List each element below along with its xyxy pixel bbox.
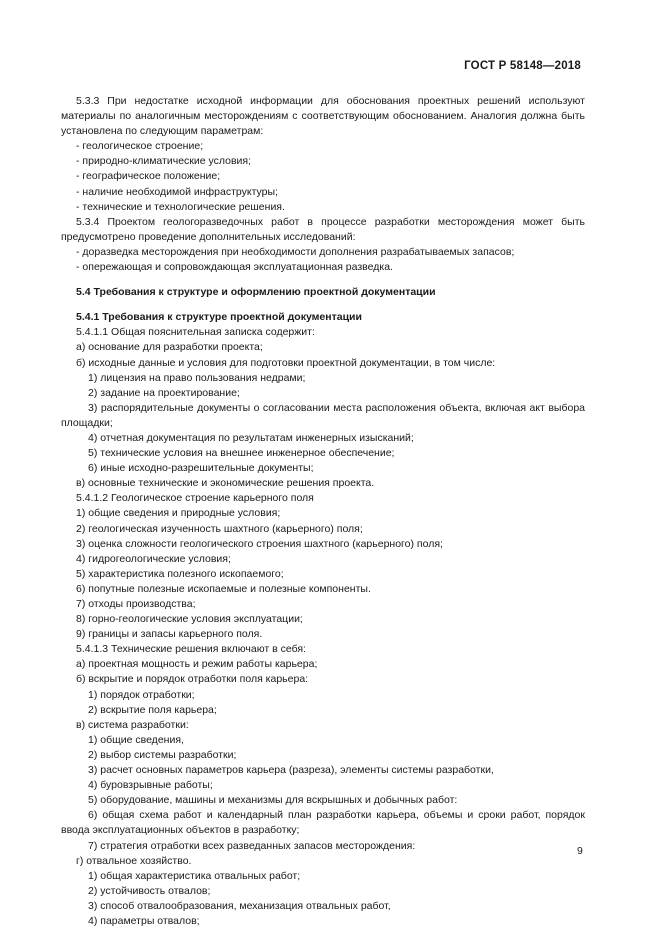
text-line: 2) задание на проектирование;: [88, 386, 240, 399]
text-line: б) вскрытие и порядок отработки поля карьера:: [76, 673, 309, 686]
text-line: 6) попутные полезные ископаемые и полезные компоненты.: [76, 582, 371, 595]
text-line: 4) параметры отвалов;: [88, 914, 200, 927]
text-line: а) основание для разработки проекта;: [76, 341, 263, 354]
text-line: 3) оценка сложности геологического строения шахтного (карьерного) поля;: [76, 537, 443, 550]
text-line: 3) способ отвалообразования, механизация отвальных работ,: [88, 899, 391, 912]
text-line: 2) геологическая изученность шахтного (карьерного) поля;: [76, 522, 363, 535]
text-line: 2) вскрытие поля карьера;: [88, 703, 217, 716]
text-line: 3) распорядительные документы о согласовании места расположения объекта, включая акт выбора площадки;: [61, 401, 585, 429]
text-line: 4) гидрогеологические условия;: [76, 552, 231, 565]
text-line: а) проектная мощность и режим работы карьера;: [76, 658, 318, 671]
text-line: 2) выбор системы разработки;: [88, 748, 237, 761]
document-header: ГОСТ Р 58148—2018: [464, 60, 581, 72]
text-line: 1) общая характеристика отвальных работ;: [88, 869, 301, 882]
text-line: - технические и технологические решения.: [76, 200, 285, 213]
text-line: 5.4.1.2 Геологическое строение карьерного поля: [76, 492, 314, 505]
text-line: 9) границы и запасы карьерного поля.: [76, 628, 263, 641]
text-line: 5.4.1.1 Общая пояснительная записка содержит:: [76, 326, 315, 339]
text-line: - наличие необходимой инфраструктуры;: [76, 185, 278, 198]
text-line: 6) иные исходно-разрешительные документы;: [88, 462, 314, 475]
text-line: в) основные технические и экономические решения проекта.: [76, 477, 375, 490]
text-line: 5) характеристика полезного ископаемого;: [76, 567, 284, 580]
text-line: 1) порядок отработки;: [88, 688, 195, 701]
text-line: - географическое положение;: [76, 170, 221, 183]
text-line: 5.4 Требования к структуре и оформлению проектной документации: [76, 286, 436, 299]
spacer: [61, 275, 585, 285]
text-line: 4) отчетная документация по результатам инженерных изысканий;: [88, 431, 414, 444]
text-line: г) отвальное хозяйство.: [76, 854, 192, 867]
text-line: 6) общая схема работ и календарный план разработки карьера, объемы и сроки работ, порядок ввода эксплуатационных объектов в разработку;: [61, 809, 585, 837]
text-line: 5) оборудование, машины и механизмы для вскрышных и добычных работ:: [88, 794, 458, 807]
text-line: 7) стратегия отработки всех разведанных запасов месторождения:: [88, 839, 416, 852]
text-line: б) исходные данные и условия для подготовки проектной документации, в том числе:: [76, 356, 496, 369]
text-line: в) система разработки:: [76, 718, 189, 731]
text-line: 8) горно-геологические условия эксплуатации;: [76, 613, 303, 626]
document-body: [61, 94, 585, 929]
text-line: 4) буровзрывные работы;: [88, 779, 213, 792]
text-line: 3) расчет основных параметров карьера (разреза), элементы системы разработки,: [88, 764, 494, 777]
text-line: 1) лицензия на право пользования недрами;: [88, 371, 306, 384]
text-line: 5.3.4 Проектом геологоразведочных работ в процессе разработки месторождения может быть предусмотрено проведение дополнительных исследований:: [61, 215, 585, 243]
text-line: - доразведка месторождения при необходимости дополнения разрабатываемых запасов;: [76, 245, 515, 258]
text-line: 5.4.1 Требования к структуре проектной документации: [76, 311, 362, 324]
text-line: 2) устойчивость отвалов;: [88, 884, 211, 897]
page-number: 9: [577, 845, 583, 857]
text-line: 7) отходы производства;: [76, 598, 196, 610]
text-line: 5.4.1.3 Технические решения включают в себя:: [76, 643, 306, 656]
text-line: - геологическое строение;: [76, 140, 204, 153]
text-line: 1) общие сведения и природные условия;: [76, 507, 281, 520]
text-line: 5.3.3 При недостатке исходной информации для обоснования проектных решений используют материалы по аналогичным месторождениям с соответствующим обоснованием. Аналогия должна быть установлена по следующим параметрам:: [61, 95, 585, 138]
text-line: - опережающая и сопровождающая эксплуатационная разведка.: [76, 261, 393, 274]
text-line: 1) общие сведения,: [88, 733, 184, 746]
text-line: 5) технические условия на внешнее инженерное обеспечение;: [88, 447, 395, 460]
text-line: - природно-климатические условия;: [76, 155, 252, 168]
spacer: [61, 300, 585, 310]
